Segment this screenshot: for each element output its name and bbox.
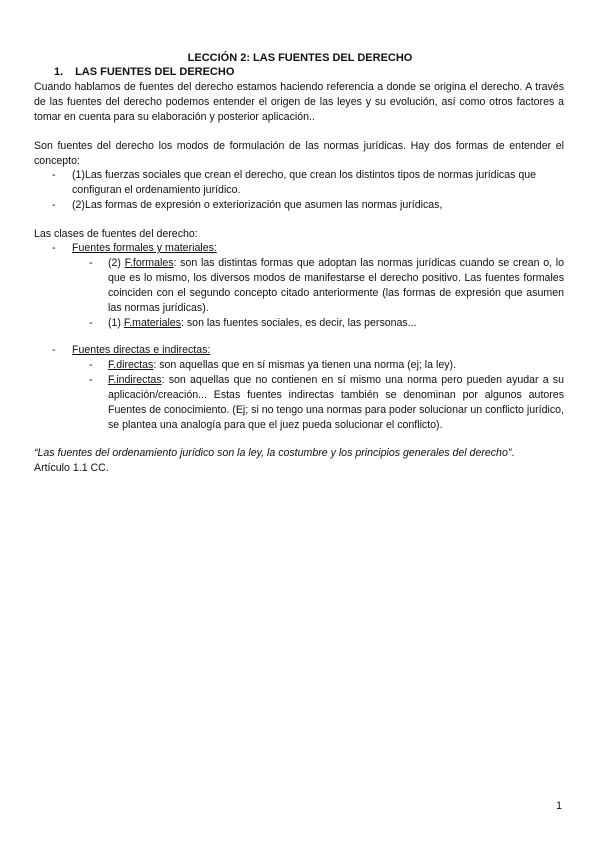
- item-term: F.directas: [108, 359, 154, 371]
- list-item: [34, 168, 564, 198]
- list-dash: -: [89, 374, 93, 386]
- list-dash: -: [89, 257, 93, 269]
- concept-item-2: (2)Las formas de expresión o exteriorización que asumen las normas jurídicas,: [72, 199, 443, 211]
- item-text: : son aquellas que no contienen en sí mismo una norma pero pueden ayudar a su aplicación/creación... Estas fuentes indirectas también se denominan por algunos autores Fuentes de conocimiento. (Ej; si no tengo una normas para poder solucionar un conflicto jurídico, se plantea una analogía para que el juez pueda solucionar el conflicto).: [108, 374, 564, 431]
- item-prefix: (1): [108, 317, 124, 329]
- group1-item-materiales: [34, 316, 564, 331]
- group1-list: [34, 241, 564, 331]
- item-term: F.indirectas: [108, 374, 162, 386]
- group2-item-indirectas: [34, 373, 564, 433]
- intro-paragraph: Cuando hablamos de fuentes del derecho estamos haciendo referencia a donde se origina el derecho. A través de las fuentes del derecho podemos entender el origen de las leyes y su evolución, así como otros factores a tomar en cuenta para su elaboración y posterior aplicación..: [34, 81, 564, 123]
- item-text: : son las distintas formas que adoptan las normas jurídicas cuando se crean o, lo que es lo mismo, los diversos modos de manifestarse el derecho positivo. Las fuentes formales coinciden con el segundo concepto citado anteriormente (las formas de expresión que asumen las normas jurídicas).: [108, 257, 564, 314]
- group2-item-directas: [34, 358, 564, 373]
- item-term: F.materiales: [123, 317, 181, 329]
- list-dash: -: [52, 169, 56, 181]
- group1-item-formales: [34, 256, 564, 316]
- quote-block: [34, 446, 564, 476]
- item-text: : son las fuentes sociales, es decir, las personas...: [181, 317, 417, 329]
- list-dash: -: [52, 242, 56, 254]
- concept-list: [34, 168, 564, 213]
- item-text: : son aquellas que en sí mismas ya tienen una norma (ej; la ley).: [153, 359, 457, 371]
- classes-intro: Las clases de fuentes del derecho:: [34, 228, 198, 240]
- list-item: [34, 198, 564, 213]
- item-prefix: (2): [108, 257, 125, 269]
- group2-title: Fuentes directas e indirectas:: [72, 344, 211, 356]
- item-term: F.formales: [124, 257, 174, 269]
- concept-paragraph: Son fuentes del derecho los modos de formulación de las normas jurídicas. Hay dos formas de entender el concepto:: [34, 140, 564, 167]
- concept-item-1: (1)Las fuerzas sociales que crean el derecho, que crean los distintos tipos de normas jurídicas que configuran el ordenamiento jurídico.: [72, 169, 537, 196]
- section-title: LAS FUENTES DEL DERECHO: [75, 66, 235, 78]
- list-dash: -: [52, 344, 56, 356]
- list-dash: -: [89, 317, 93, 329]
- quote-suffix: .: [511, 447, 515, 459]
- group2-list: [34, 343, 564, 433]
- section-heading: [54, 65, 234, 80]
- page-number: 1: [556, 800, 562, 812]
- article-reference: Artículo 1.1 CC.: [34, 462, 109, 474]
- list-item: [34, 343, 564, 358]
- list-dash: -: [52, 199, 56, 211]
- list-dash: -: [89, 359, 93, 371]
- quote-text: “Las fuentes del ordenamiento jurídico son la ley, la costumbre y los principios generales del derecho”: [34, 447, 512, 459]
- page-title: LECCIÓN 2: LAS FUENTES DEL DERECHO: [187, 52, 413, 64]
- group1-title: Fuentes formales y materiales:: [72, 242, 217, 254]
- list-item: [34, 241, 564, 256]
- section-number: 1.: [54, 66, 64, 78]
